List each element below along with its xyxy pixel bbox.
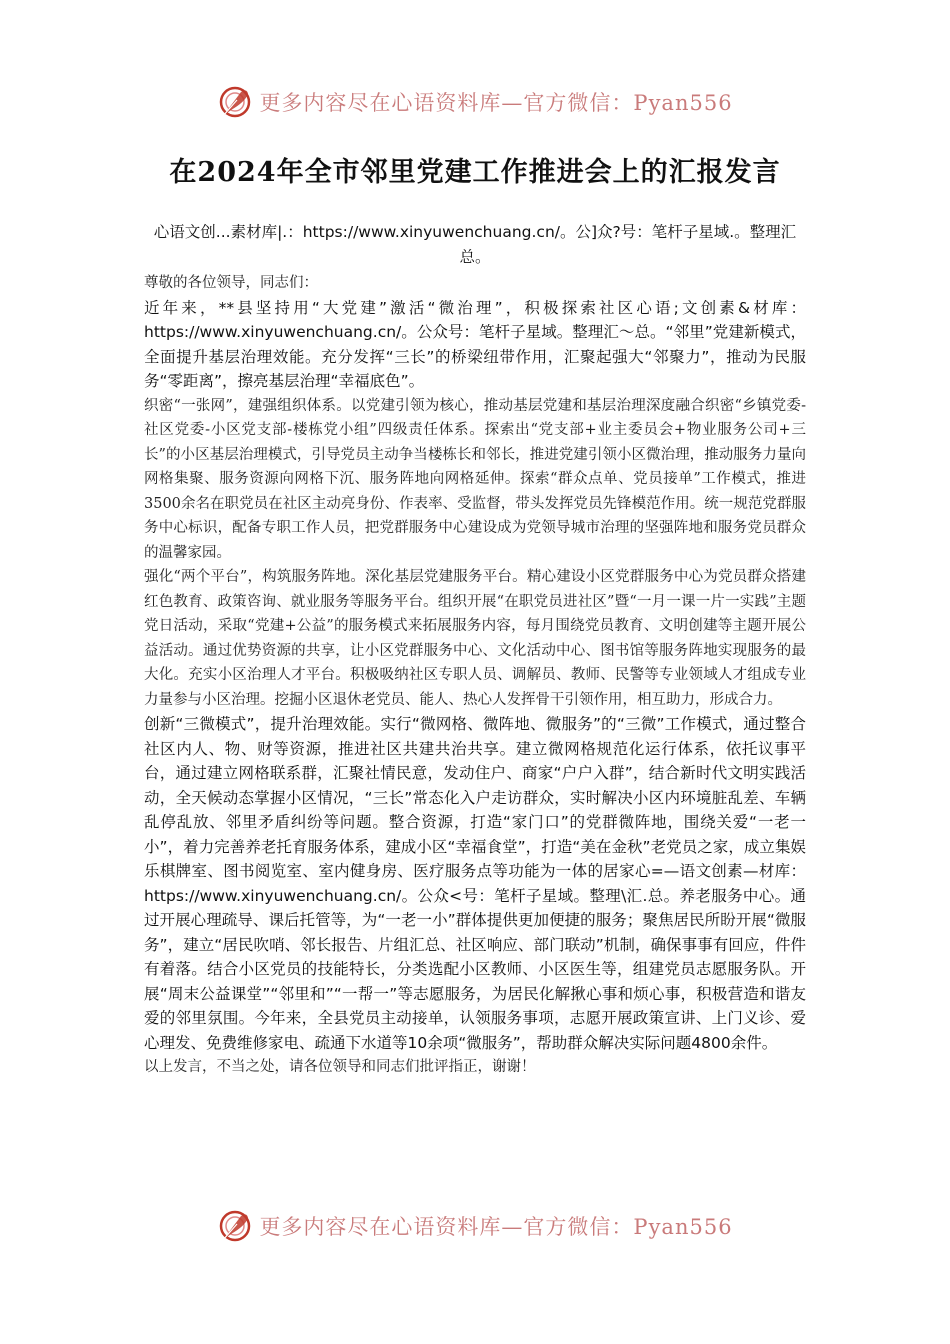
feather-pen-logo-icon — [217, 84, 253, 120]
paragraph-organization: 织密“一张网”，建强组织体系。以党建引领为核心，推动基层党建和基层治理深度融合织密“乡镇党委-社区党委-小区党支部-楼栋党小组”四级责任体系。探索出“党支部+业主委员会+物业服务公司+三长”的小区基层治理模式，引导党员主动争当楼栋长和邻长，推进党建引领小区微治理，推动服务力量向网格集聚、服务资源向网格下沉、服务阵地向网格延伸。探索“群众点单、党员接单”工作模式，推进3500余名在职党员在社区主动亮身份、作表率、受监督，带头发挥党员先锋模范作用。统一规范党群服务中心标识，配备专职工作人员，把党群服务中心建设成为党领导城市治理的坚强阵地和服务党员群众的温馨家园。 — [144, 397, 806, 561]
document-title: 在2024年全市邻里党建工作推进会上的汇报发言 — [169, 157, 781, 188]
closing-line: 以上发言，不当之处，请各位领导和同志们批评指正，谢谢！ — [144, 1059, 536, 1075]
paragraph-intro: 近年来，**县坚持用“大党建”激活“微治理”，积极探索社区心语;文创素&材库：https://www.xinyuwenchuang.cn/。公众号：笔杆子星域。整理汇～总。“邻里”党建新模式，全面提升基层治理效能。充分发挥“三长”的桥梁纽带作用，汇聚起强大“邻聚力”，推动为民服务“零距离”，擦亮基层治理“幸福底色”。 — [144, 298, 806, 390]
paragraph-three-micro: 创新“三微模式”，提升治理效能。实行“微网格、微阵地、微服务”的“三微”工作模式，通过整合社区内人、物、财等资源，推进社区共建共治共享。建立微网格规范化运行体系，依托议事平台，通过建立网格联系群，汇聚社情民意，发动住户、商家“户户入群”，结合新时代文明实践活动，全天候动态掌握小区情况，“三长”常态化入户走访群众，实时解决小区内环境脏乱差、车辆乱停乱放、邻里矛盾纠纷等问题。整合资源，打造“家门口”的党群微阵地，围绕关爱“一老一小”，着力完善养老托育服务体系，建成小区“幸福食堂”，打造“美在金秋”老党员之家，成立集娱乐棋牌室、图书阅览室、室内健身房、医疗服务点等功能为一体的居家心=—语文创素—材库：https://www.xinyuwenchuang.cn/。公众<号：笔杆子星域。整理\汇.总。养老服务中心。通过开展心理疏导、课后托管等，为“一老一小”群体提供更加便捷的服务；聚焦居民所盼开展“微服务”，建立“居民吹哨、邻长报告、片组汇总、社区响应、部门联动”机制，确保事事有回应，件件有着落。结合小区党员的技能特长，分类选配小区教师、小区医生等，组建党员志愿服务队。开展“周末公益课堂”“邻里和”“一帮一”等志愿服务，为居民化解揪心事和烦心事，积极营造和谐友爱的邻里氛围。今年来，全县党员主动接单，认领服务事项，志愿开展政策宣讲、上门义诊、爱心理发、免费维修家电、疏通下水道等10余项“微服务”，帮助群众解决实际问题4800余件。 — [144, 715, 806, 1052]
feather-pen-logo-icon — [217, 1208, 253, 1244]
greeting: 尊敬的各位领导，同志们： — [144, 275, 318, 291]
document-body — [144, 220, 806, 1080]
footer-banner — [0, 1208, 950, 1244]
source-line: 心语文创...素材库|.：https://www.xinyuwenchuang.cn/。公]众?号：笔杆子星域.。整理汇总。 — [153, 223, 797, 266]
banner-text: 更多内容尽在心语资料库—官方微信：Pyan556 — [259, 1215, 733, 1239]
header-banner — [0, 84, 950, 120]
paragraph-platforms: 强化“两个平台”，构筑服务阵地。深化基层党建服务平台。精心建设小区党群服务中心为党员群众搭建红色教育、政策咨询、就业服务等服务平台。组织开展“在职党员进社区”暨“一月一课一片一实践”主题党日活动，采取“党建+公益”的服务模式来拓展服务内容，每月围绕党员教育、文明创建等主题开展公益活动。通过优势资源的共享，让小区党群服务中心、文化活动中心、图书馆等服务阵地实现服务的最大化。充实小区治理人才平台。积极吸纳社区专职人员、调解员、教师、民警等专业领域人才组成专业力量参与小区治理。挖掘小区退休老党员、能人、热心人发挥骨干引领作用，相互助力，形成合力。 — [144, 569, 806, 708]
banner-text: 更多内容尽在心语资料库—官方微信：Pyan556 — [259, 91, 733, 115]
